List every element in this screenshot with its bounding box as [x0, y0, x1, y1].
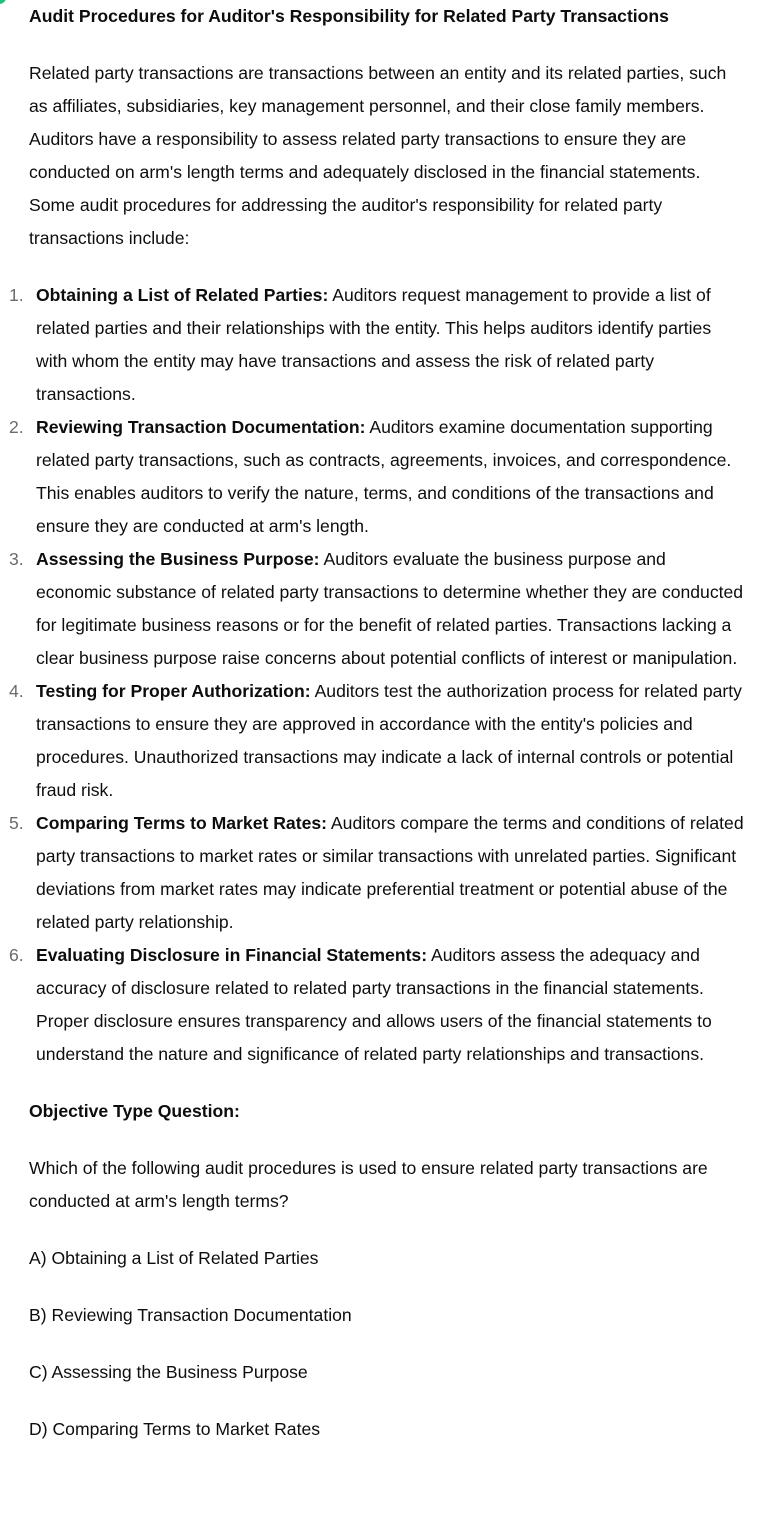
list-item-heading: Evaluating Disclosure in Financial Statements:	[36, 945, 428, 965]
response-content	[9, 0, 744, 1446]
list-item	[9, 279, 744, 411]
objective-heading: Objective Type Question:	[29, 1101, 240, 1121]
list-item	[9, 939, 744, 1071]
answer-option-b: B) Reviewing Transaction Documentation	[29, 1305, 352, 1325]
list-item-heading: Comparing Terms to Market Rates:	[36, 813, 328, 833]
answer-option-d: D) Comparing Terms to Market Rates	[29, 1419, 321, 1439]
list-number: 5.	[9, 813, 24, 833]
list-item	[9, 807, 744, 939]
list-number: 6.	[9, 945, 24, 965]
avatar-dot-icon	[0, 0, 6, 4]
list-item-heading: Testing for Proper Authorization:	[36, 681, 311, 701]
list-number: 1.	[9, 285, 24, 305]
answer-option-a: A) Obtaining a List of Related Parties	[29, 1248, 319, 1268]
list-item-text: Auditors request management to provide a list of related parties and their relationships with the entity. This helps auditors identify parties with whom the entity may have transactions and assess the risk of related party transactions.	[36, 285, 712, 404]
list-item-heading: Obtaining a List of Related Parties:	[36, 285, 329, 305]
list-item-heading: Assessing the Business Purpose:	[36, 549, 320, 569]
list-number: 2.	[9, 417, 24, 437]
list-item	[9, 675, 744, 807]
intro-paragraph: Related party transactions are transactions between an entity and its related parties, such as affiliates, subsidiaries, key management personnel, and their close family members. Auditors have a responsibility to assess related party transactions to ensure they are conducted on arm's length terms and adequately disclosed in the financial statements. Some audit procedures for addressing the auditor's responsibility for related party transactions include:	[29, 63, 727, 248]
list-number: 4.	[9, 681, 24, 701]
objective-question: Which of the following audit procedures is used to ensure related party transactions are conducted at arm's length terms?	[29, 1158, 708, 1211]
list-item-text: Auditors compare the terms and conditions of related party transactions to market rates or similar transactions with unrelated parties. Significant deviations from market rates may indicate preferential treatment or potential abuse of the related party relationship.	[36, 813, 744, 932]
page-title: Audit Procedures for Auditor's Responsibility for Related Party Transactions	[29, 6, 669, 26]
list-item-text: Auditors evaluate the business purpose and economic substance of related party transactions to determine whether they are conducted for legitimate business reasons or for the benefit of related parties. Transactions lacking a clear business purpose raise concerns about potential conflicts of interest or manipulation.	[36, 549, 744, 668]
list-item-text: Auditors test the authorization process for related party transactions to ensure they are approved in accordance with the entity's policies and procedures. Unauthorized transactions may indicate a lack of internal controls or potential fraud risk.	[36, 681, 742, 800]
list-item	[9, 543, 744, 675]
list-item-text: Auditors assess the adequacy and accuracy of disclosure related to related party transactions in the financial statements. Proper disclosure ensures transparency and allows users of the financial statements to understand the nature and significance of related party relationships and transactions.	[36, 945, 712, 1064]
list-item-heading: Reviewing Transaction Documentation:	[36, 417, 366, 437]
list-item-text: Auditors examine documentation supporting related party transactions, such as contracts, agreements, invoices, and correspondence. This enables auditors to verify the nature, terms, and conditions of the transactions and ensure they are conducted at arm's length.	[36, 417, 732, 536]
procedure-list	[9, 279, 744, 1071]
answer-option-c: C) Assessing the Business Purpose	[29, 1362, 308, 1382]
list-number: 3.	[9, 549, 24, 569]
list-item	[9, 411, 744, 543]
